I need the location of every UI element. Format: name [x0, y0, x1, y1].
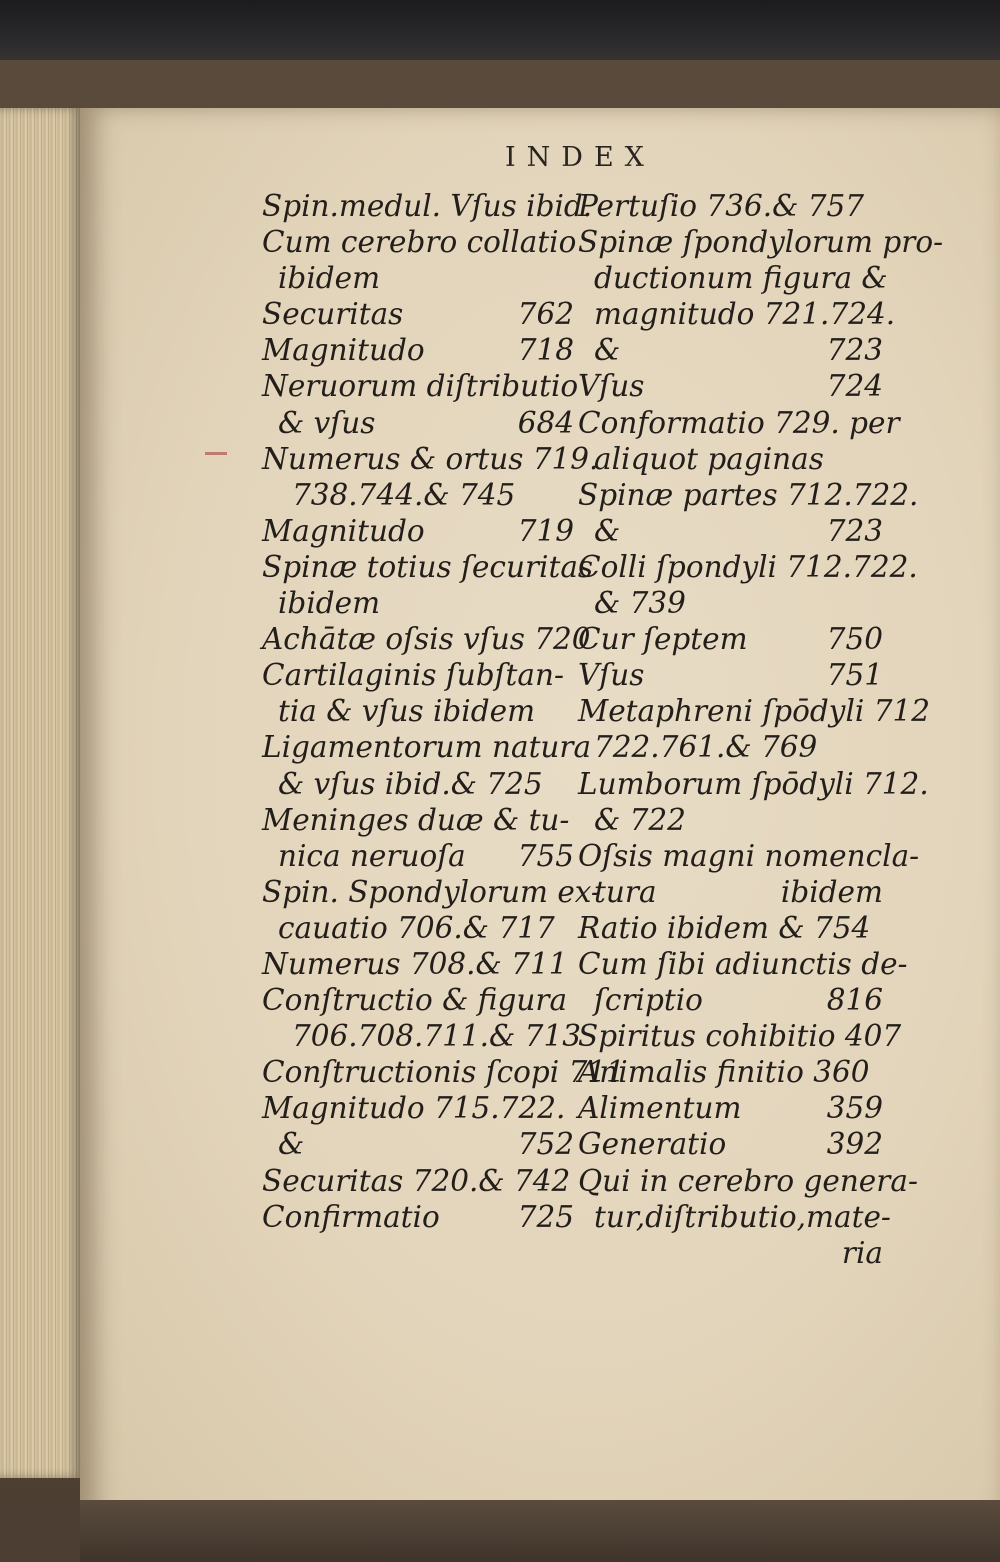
index-entry [262, 585, 574, 621]
index-entry [578, 1199, 891, 1235]
index-entry-label: & [594, 513, 621, 548]
index-entry [262, 260, 574, 296]
index-entry [262, 621, 591, 657]
index-entry-page-ref: 816 [826, 983, 883, 1018]
index-entry-page-ref: 752 [517, 1127, 574, 1162]
index-entry-label: nica neruoſa [278, 838, 466, 873]
index-entry-label: Oſsis magni nomencla- [578, 838, 920, 873]
index-entry-label: Conformatio 729. per [578, 405, 900, 440]
index-entry-label: 706.708.711.& 713 [292, 1019, 581, 1054]
index-entry-label: tur,diſtributio,mate- [594, 1199, 891, 1234]
index-entry-label: Lumborum ſpōdyli 712. [578, 766, 929, 801]
index-entry-label: Conſtructionis ſcopi 711 [262, 1055, 625, 1090]
index-entry [262, 296, 574, 332]
index-entry-label: ria [841, 1235, 883, 1270]
index-entry [262, 1054, 625, 1090]
index-entry [262, 910, 574, 946]
index-entry-page-ref: 359 [826, 1091, 883, 1126]
index-entry [578, 1235, 883, 1271]
index-entry [578, 693, 931, 729]
index-entry-label: Spinæ partes 712.722. [578, 477, 919, 512]
index-entry [578, 729, 883, 765]
index-entry [578, 910, 883, 946]
index-entry-page-ref: 724 [826, 369, 883, 404]
index-entry-label: Alimentum [578, 1091, 742, 1126]
index-entry-label: Colli ſpondyli 712.722. [578, 549, 918, 584]
index-entry [578, 874, 883, 910]
index-entry [578, 477, 919, 513]
index-entry [578, 1054, 883, 1090]
index-entry-label: Achātæ oſsis vſus 720 [262, 622, 591, 657]
index-entry-label: ibidem [278, 261, 381, 296]
index-entry-label: Cum ſibi adiunctis de- [578, 946, 908, 981]
index-entry [578, 1018, 902, 1054]
index-entry-label: Meninges duæ & tu- [262, 802, 570, 837]
index-entry-page-ref: 751 [826, 658, 883, 693]
margin-mark [205, 452, 227, 455]
index-entry-page-ref: 750 [826, 622, 883, 657]
index-entry-label: Numerus & ortus 719. [262, 441, 599, 476]
index-entry [262, 332, 574, 368]
index-column-right [578, 188, 944, 1271]
index-entry [578, 224, 944, 260]
index-entry-label: Generatio [578, 1127, 727, 1162]
index-entry-label: Spinæ totius ſecuritas [262, 549, 594, 584]
index-entry [262, 1199, 574, 1235]
index-entry [578, 1090, 883, 1126]
index-entry-label: tia & vſus ibidem [278, 694, 536, 729]
page-edges [0, 108, 80, 1478]
index-entry-page-ref: 762 [517, 297, 574, 332]
index-entry [262, 766, 574, 802]
index-entry [262, 549, 594, 585]
index-entry-label: & 722 [594, 802, 686, 837]
index-entry-label: & 739 [594, 586, 686, 621]
index-entry-label: ibidem [278, 586, 381, 621]
index-entry-label: Spin. Spondylorum ex- [262, 874, 601, 909]
index-entry-label: aliquot paginas [594, 441, 824, 476]
index-entry-page-ref: 723 [826, 513, 883, 548]
index-entry [262, 946, 574, 982]
index-entry [262, 405, 574, 441]
index-entry-label: & vſus [278, 405, 376, 440]
index-entry [578, 838, 920, 874]
index-entry [578, 441, 883, 477]
index-entry [262, 441, 599, 477]
index-entry-label: & vſus ibid.& 725 [278, 766, 543, 801]
index-entry-page-ref: 718 [517, 333, 574, 368]
index-entry-label: tura [594, 874, 657, 909]
index-entry-page-ref: 719 [517, 513, 574, 548]
index-entry-label: 722.761.& 769 [594, 730, 818, 765]
index-entry-label: & [594, 333, 621, 368]
index-entry [262, 513, 574, 549]
index-entry-label: Neruorum diſtributio [262, 369, 579, 404]
index-entry-label: Magnitudo 715.722. [262, 1091, 566, 1126]
index-entry-label: magnitudo 721.724. [594, 297, 896, 332]
index-entry-label: cauatio 706.& 717 [278, 910, 555, 945]
index-entry-label: Numerus 708.& 711 [262, 946, 568, 981]
index-entry-label: Cur ſeptem [578, 622, 748, 657]
index-entry-label: ſcriptio [594, 983, 703, 1018]
index-entry [262, 874, 601, 910]
index-entry-label: & [278, 1127, 305, 1162]
index-entry-label: Confirmatio [262, 1199, 440, 1234]
index-entry-page-ref: 723 [826, 333, 883, 368]
index-entry [578, 188, 883, 224]
index-entry [262, 188, 593, 224]
index-entry [578, 1163, 918, 1199]
index-entry-label: Metaphreni ſpōdyli 712 [578, 694, 931, 729]
index-entry [262, 224, 577, 260]
index-entry [578, 766, 929, 802]
index-entry [578, 260, 888, 296]
index-entry [262, 1090, 574, 1126]
index-entry-label: Cum cerebro collatio [262, 225, 577, 260]
index-entry [262, 802, 574, 838]
index-entry [578, 946, 908, 982]
index-column-left [262, 188, 625, 1235]
index-entry-label: Ligamentorum natura [262, 730, 592, 765]
index-entry [578, 368, 883, 404]
index-entry [578, 657, 883, 693]
index-entry [262, 729, 592, 765]
index-entry-label: Securitas 720.& 742 [262, 1163, 571, 1198]
index-entry [262, 838, 574, 874]
index-entry [578, 405, 900, 441]
index-entry [578, 621, 883, 657]
index-entry-label: Cartilaginis ſubſtan- [262, 658, 564, 693]
index-entry-label: 738.744.& 745 [292, 477, 516, 512]
index-entry [262, 982, 574, 1018]
index-entry-label: Qui in cerebro genera- [578, 1163, 918, 1198]
running-head: INDEX [505, 142, 655, 173]
index-entry-label: Securitas [262, 297, 404, 332]
index-entry-page-ref: 392 [826, 1127, 883, 1162]
index-entry [578, 585, 883, 621]
index-entry-label: Spin.medul. Vſus ibid. [262, 189, 593, 223]
index-entry [262, 477, 574, 513]
index-entry-label: Vſus [578, 658, 645, 693]
page-bottom-shadow [80, 1500, 1000, 1562]
index-entry-page-ref: 725 [517, 1199, 574, 1234]
index-entry [578, 802, 883, 838]
index-entry-label: Vſus [578, 369, 645, 404]
index-entry [262, 1018, 581, 1054]
index-entry [578, 982, 883, 1018]
index-entry [262, 1163, 574, 1199]
index-entry [262, 368, 579, 404]
index-entry-page-ref: 755 [517, 838, 574, 873]
index-entry-label: Spiritus cohibitio 407 [578, 1019, 902, 1054]
index-entry [578, 332, 883, 368]
index-entry-label: Animalis finitio 360 [578, 1055, 870, 1090]
index-entry [262, 693, 574, 729]
index-entry-page-ref: ibidem [780, 874, 883, 909]
index-entry-label: ductionum figura & [594, 261, 888, 296]
index-entry-label: Conſtructio & figura [262, 983, 568, 1018]
index-entry [578, 1126, 883, 1162]
index-entry-label: Magnitudo [262, 333, 425, 368]
index-entry [578, 549, 918, 585]
index-entry-page-ref: 684 [517, 405, 574, 440]
index-entry [578, 296, 896, 332]
index-entry-label: Pertuſio 736.& 757 [578, 189, 865, 223]
index-entry [578, 513, 883, 549]
index-entry [262, 657, 574, 693]
index-entry-label: Ratio ibidem & 754 [578, 910, 871, 945]
index-entry-label: Spinæ ſpondylorum pro- [578, 225, 944, 260]
index-entry [262, 1126, 574, 1162]
index-entry-label: Magnitudo [262, 513, 425, 548]
